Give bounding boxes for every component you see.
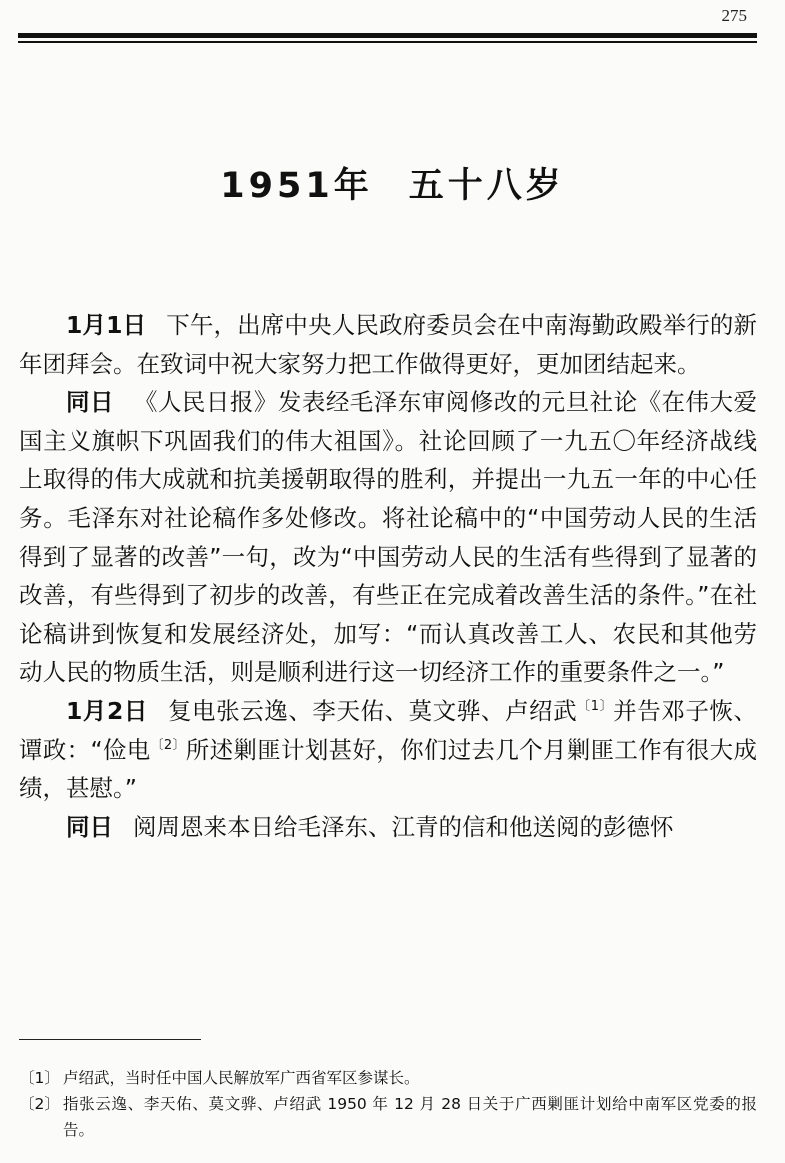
footnote-item bbox=[19, 1091, 757, 1143]
header-rule-thin bbox=[18, 41, 757, 43]
chapter-title bbox=[0, 158, 785, 208]
footnotes bbox=[19, 1065, 757, 1143]
footnote-divider bbox=[19, 1039, 201, 1040]
footnote-text: 指张云逸、李天佑、莫文骅、卢绍武 1950 年 12 月 28 日关于广西剿匪计划给中南军区党委的报告。 bbox=[63, 1095, 757, 1139]
entry-date: 1月1日 bbox=[66, 311, 147, 339]
entry-text: 复电张云逸、李天佑、莫文骅、卢绍武 bbox=[167, 696, 578, 725]
header-rule-thick bbox=[18, 33, 757, 38]
footnote-item bbox=[19, 1065, 757, 1091]
chronicle-body bbox=[19, 306, 757, 846]
entry-text: 《人民日报》发表经毛泽东审阅修改的元旦社论《在伟大爱国主义旗帜下巩固我们的伟大祖国》。社论回顾了一九五〇年经济战线上取得的伟大成就和抗美援朝取得的胜利，并提出一九五一年的中心任务。毛泽东对社论稿作多处修改。将社论稿中的“中国劳动人民的生活得到了显著的改善”一句，改为“中国劳动人民的生活有些得到了显著的改善，有些得到了初步的改善，有些正在完成着改善生活的条件。”在社论稿讲到恢复和发展经济处，加写：“而认真改善工人、农民和其他劳动人民的物质生活，则是顺利进行这一切经济工作的重要条件之一。” bbox=[19, 388, 758, 687]
footnote-mark: 〔1〕 bbox=[19, 1069, 60, 1087]
entry-text: 阅周恩来本日给毛泽东、江青的信和他送阅的彭德怀 bbox=[133, 812, 674, 841]
entry-paragraph bbox=[19, 383, 757, 692]
entry-text: 所述剿匪计划甚好，你们过去几个月剿匪工作有很大成绩，甚慰。” bbox=[19, 735, 757, 803]
footnote-mark: 〔2〕 bbox=[19, 1095, 60, 1113]
footnote-ref[interactable]: 〔1〕 bbox=[577, 698, 614, 714]
entry-date: 同日 bbox=[66, 812, 113, 841]
entry-date: 1月2日 bbox=[66, 696, 148, 725]
footnote-text: 卢绍武，当时任中国人民解放军广西省军区参谋长。 bbox=[63, 1069, 420, 1087]
chapter-year: 1951年 bbox=[220, 166, 373, 206]
entry-paragraph bbox=[19, 692, 757, 808]
page-number: 275 bbox=[721, 6, 747, 25]
entry-date: 同日 bbox=[66, 388, 114, 417]
entry-text: 下午，出席中央人民政府委员会在中南海勤政殿举行的新年团拜会。在致词中祝大家努力把工作做得更好，更加团结起来。 bbox=[19, 311, 758, 378]
entry-paragraph bbox=[19, 808, 757, 847]
entry-paragraph bbox=[19, 306, 757, 383]
footnote-ref[interactable]: 〔2〕 bbox=[150, 737, 186, 753]
entry-text: 并告邓子恢、谭政：“俭电 bbox=[19, 696, 758, 764]
chapter-age: 五十八岁 bbox=[408, 166, 565, 206]
